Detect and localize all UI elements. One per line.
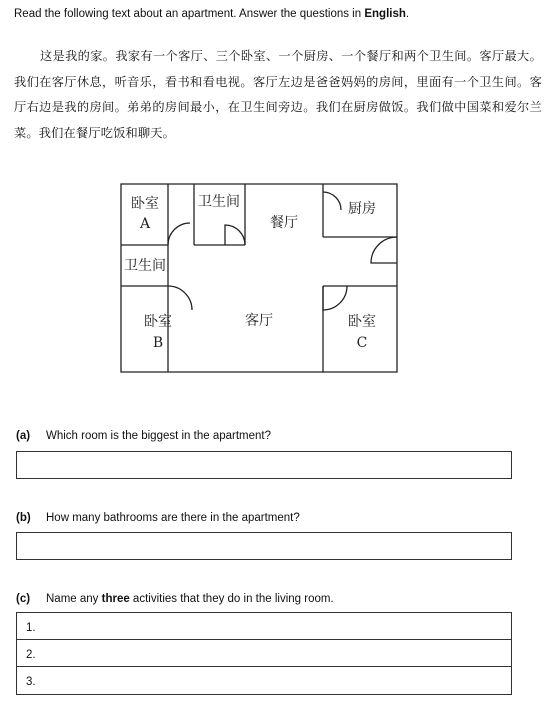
room-bathroom-left: 卫生间: [124, 258, 166, 274]
room-bedroom-b: 卧室: [144, 314, 172, 330]
question-a: (a) Which room is the biggest in the apartment?: [16, 430, 272, 442]
answer-line-3[interactable]: 3.: [26, 676, 36, 688]
answer-box-b[interactable]: [16, 532, 512, 560]
room-bedroom-a-letter: A: [139, 216, 151, 232]
instruction: Read the following text about an apartment. Answer the questions in English.: [14, 8, 410, 20]
question-c: (c) Name any three activities that they do in the living room.: [16, 593, 334, 605]
floor-plan: [118, 182, 400, 374]
room-living: 客厅: [245, 313, 273, 329]
room-bedroom-a: 卧室: [131, 196, 159, 212]
room-bedroom-c-letter: C: [356, 335, 368, 351]
answer-box-a[interactable]: [16, 451, 512, 479]
answer-line-2[interactable]: 2.: [17, 640, 511, 667]
room-bathroom-top: 卫生间: [198, 194, 240, 210]
instruction-emphasis: English: [364, 8, 406, 20]
question-b: (b) How many bathrooms are there in the apartment?: [16, 512, 300, 524]
room-bedroom-c: 卧室: [348, 314, 376, 330]
answer-list-c: [16, 612, 512, 695]
room-bedroom-b-letter: B: [152, 335, 164, 351]
room-kitchen: 厨房: [348, 201, 376, 217]
answer-line-1[interactable]: 1.: [17, 613, 511, 640]
room-dining: 餐厅: [270, 215, 298, 231]
passage-text: 这是我的家。我家有一个客厅、三个卧室、一个厨房、一个餐厅和两个卫生间。客厅最大。我们在客厅休息，听音乐，看书和看电视。客厅左边是爸爸妈妈的房间，里面有一个卫生间。客厅右边是我的房间。弟弟的房间最小，在卫生间旁边。我们在厨房做饭。我们做中国菜和爱尔兰菜。我们在餐厅吃饭和聊天。: [14, 49, 542, 140]
